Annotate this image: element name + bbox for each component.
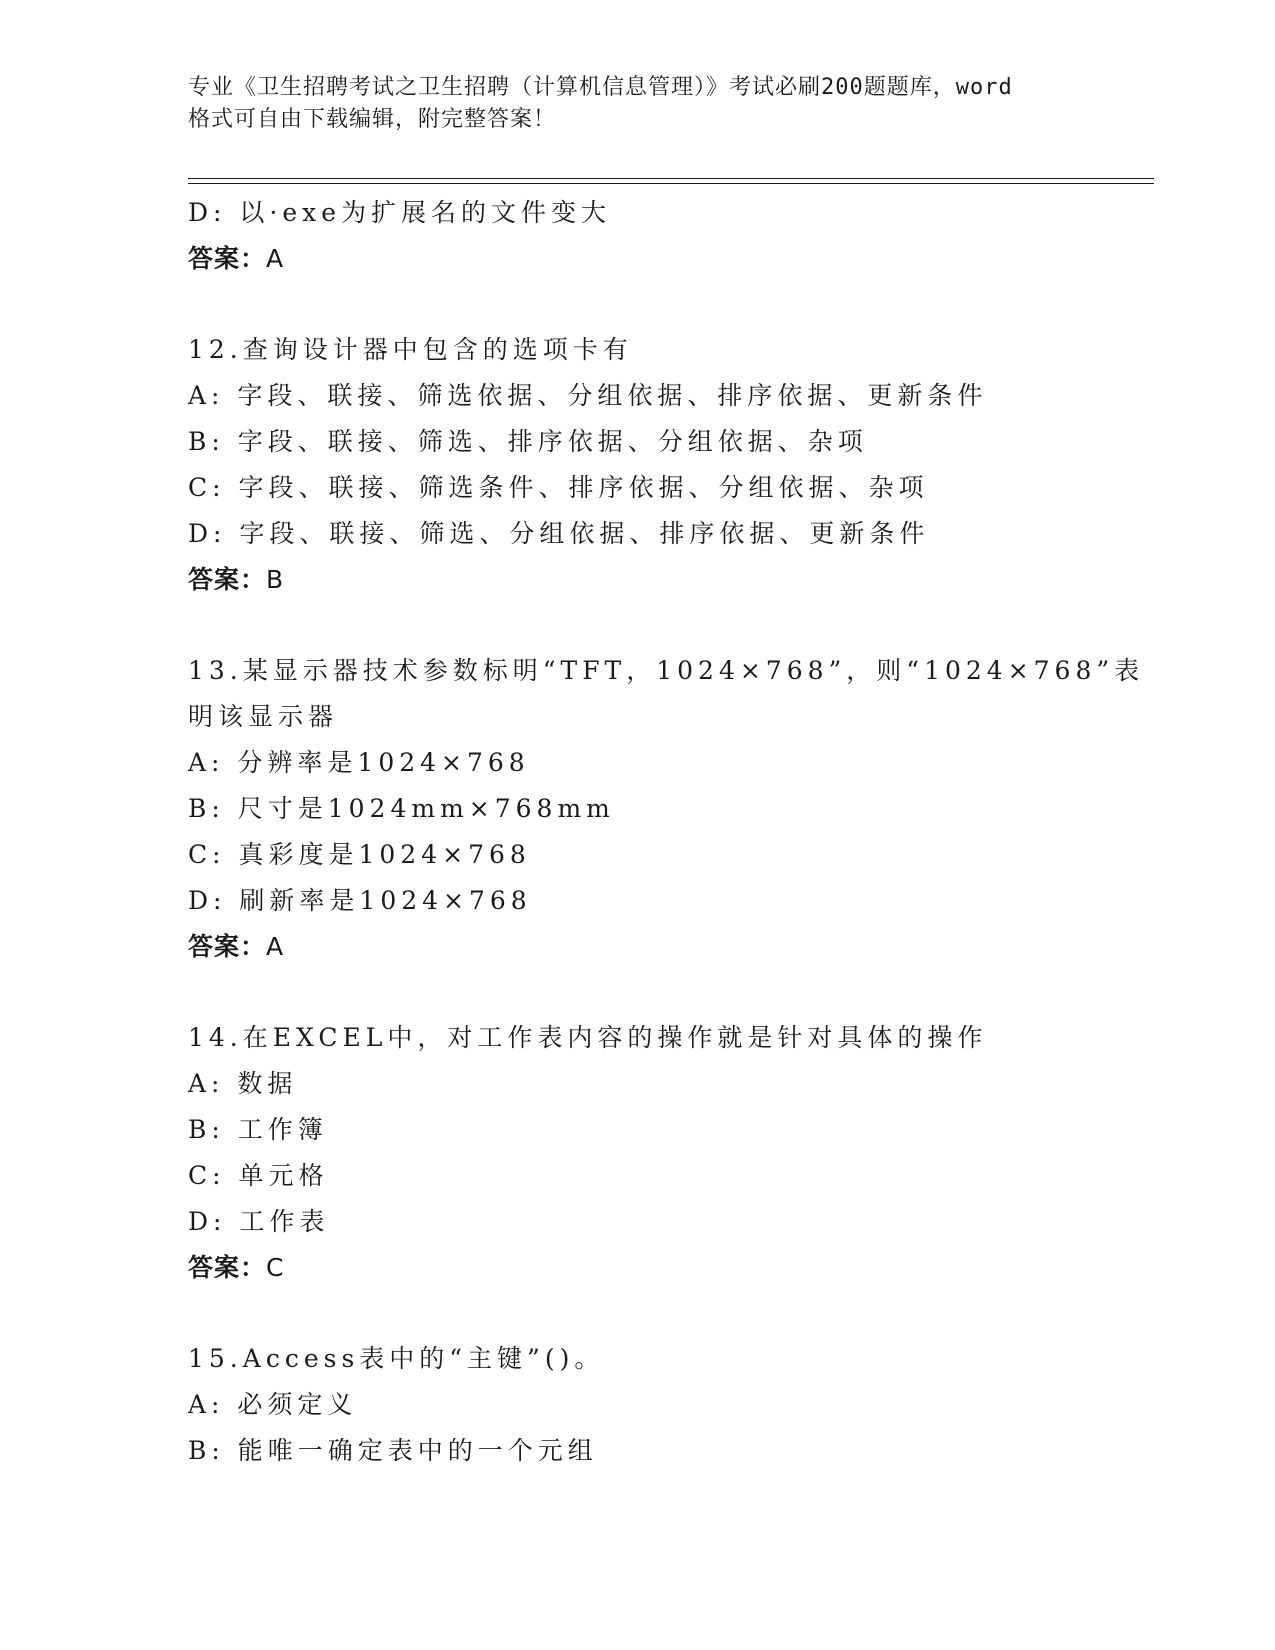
answer-value: A — [266, 244, 285, 273]
header-line-2: 格式可自由下载编辑，附完整答案！ — [188, 107, 557, 132]
question-list — [188, 190, 1145, 1474]
answer-label: 答案： — [188, 1253, 267, 1282]
option-d: D: 刷新率是1024×768 — [188, 886, 532, 915]
answer-value: C — [266, 1253, 285, 1282]
option-b: B: 工作簿 — [188, 1115, 328, 1144]
option-c: C: 真彩度是1024×768 — [188, 840, 531, 869]
document-header — [188, 72, 1088, 136]
question-stem-line-2: 明该显示器 — [188, 702, 339, 731]
question-13 — [188, 648, 1145, 970]
answer-line — [188, 1245, 1088, 1291]
answer-label: 答案： — [188, 932, 267, 961]
question-14 — [188, 1015, 1088, 1291]
question-stem-line-1: 13.某显示器技术参数标明“TFT，1024×768”，则“1024×768”表 — [188, 656, 1145, 685]
answer-value: A — [266, 932, 285, 961]
option-c: C: 单元格 — [188, 1161, 329, 1190]
answer-line — [188, 236, 1088, 282]
option-c: C: 字段、联接、筛选条件、排序依据、分组依据、杂项 — [188, 473, 929, 502]
answer-value: B — [266, 565, 285, 594]
option-a: A: 数据 — [188, 1069, 298, 1098]
header-divider-bottom — [188, 183, 1154, 184]
question-stem: 14.在EXCEL中，对工作表内容的操作就是针对具体的操作 — [188, 1023, 988, 1052]
question-15 — [188, 1336, 1088, 1474]
header-line-1: 专业《卫生招聘考试之卫生招聘（计算机信息管理）》考试必刷200题题库，word — [188, 75, 1013, 100]
answer-line — [188, 924, 1088, 970]
option-d: D: 以·exe为扩展名的文件变大 — [188, 198, 612, 227]
option-b: B: 能唯一确定表中的一个元组 — [188, 1436, 598, 1465]
question-11-tail — [188, 190, 1088, 282]
option-b: B: 字段、联接、筛选、排序依据、分组依据、杂项 — [188, 427, 868, 456]
answer-line — [188, 557, 1088, 603]
option-b: B: 尺寸是1024mm×768mm — [188, 794, 615, 823]
question-stem: 15.Access表中的“主键”()。 — [188, 1344, 605, 1373]
option-d: D: 字段、联接、筛选、分组依据、排序依据、更新条件 — [188, 519, 930, 548]
option-d: D: 工作表 — [188, 1207, 330, 1236]
option-a: A: 字段、联接、筛选依据、分组依据、排序依据、更新条件 — [188, 381, 988, 410]
question-12 — [188, 327, 1088, 603]
answer-label: 答案： — [188, 244, 267, 273]
answer-label: 答案： — [188, 565, 267, 594]
option-a: A: 分辨率是1024×768 — [188, 748, 530, 777]
question-stem: 12.查询设计器中包含的选项卡有 — [188, 335, 633, 364]
option-a: A: 必须定义 — [188, 1390, 358, 1419]
header-divider-top — [188, 178, 1154, 179]
